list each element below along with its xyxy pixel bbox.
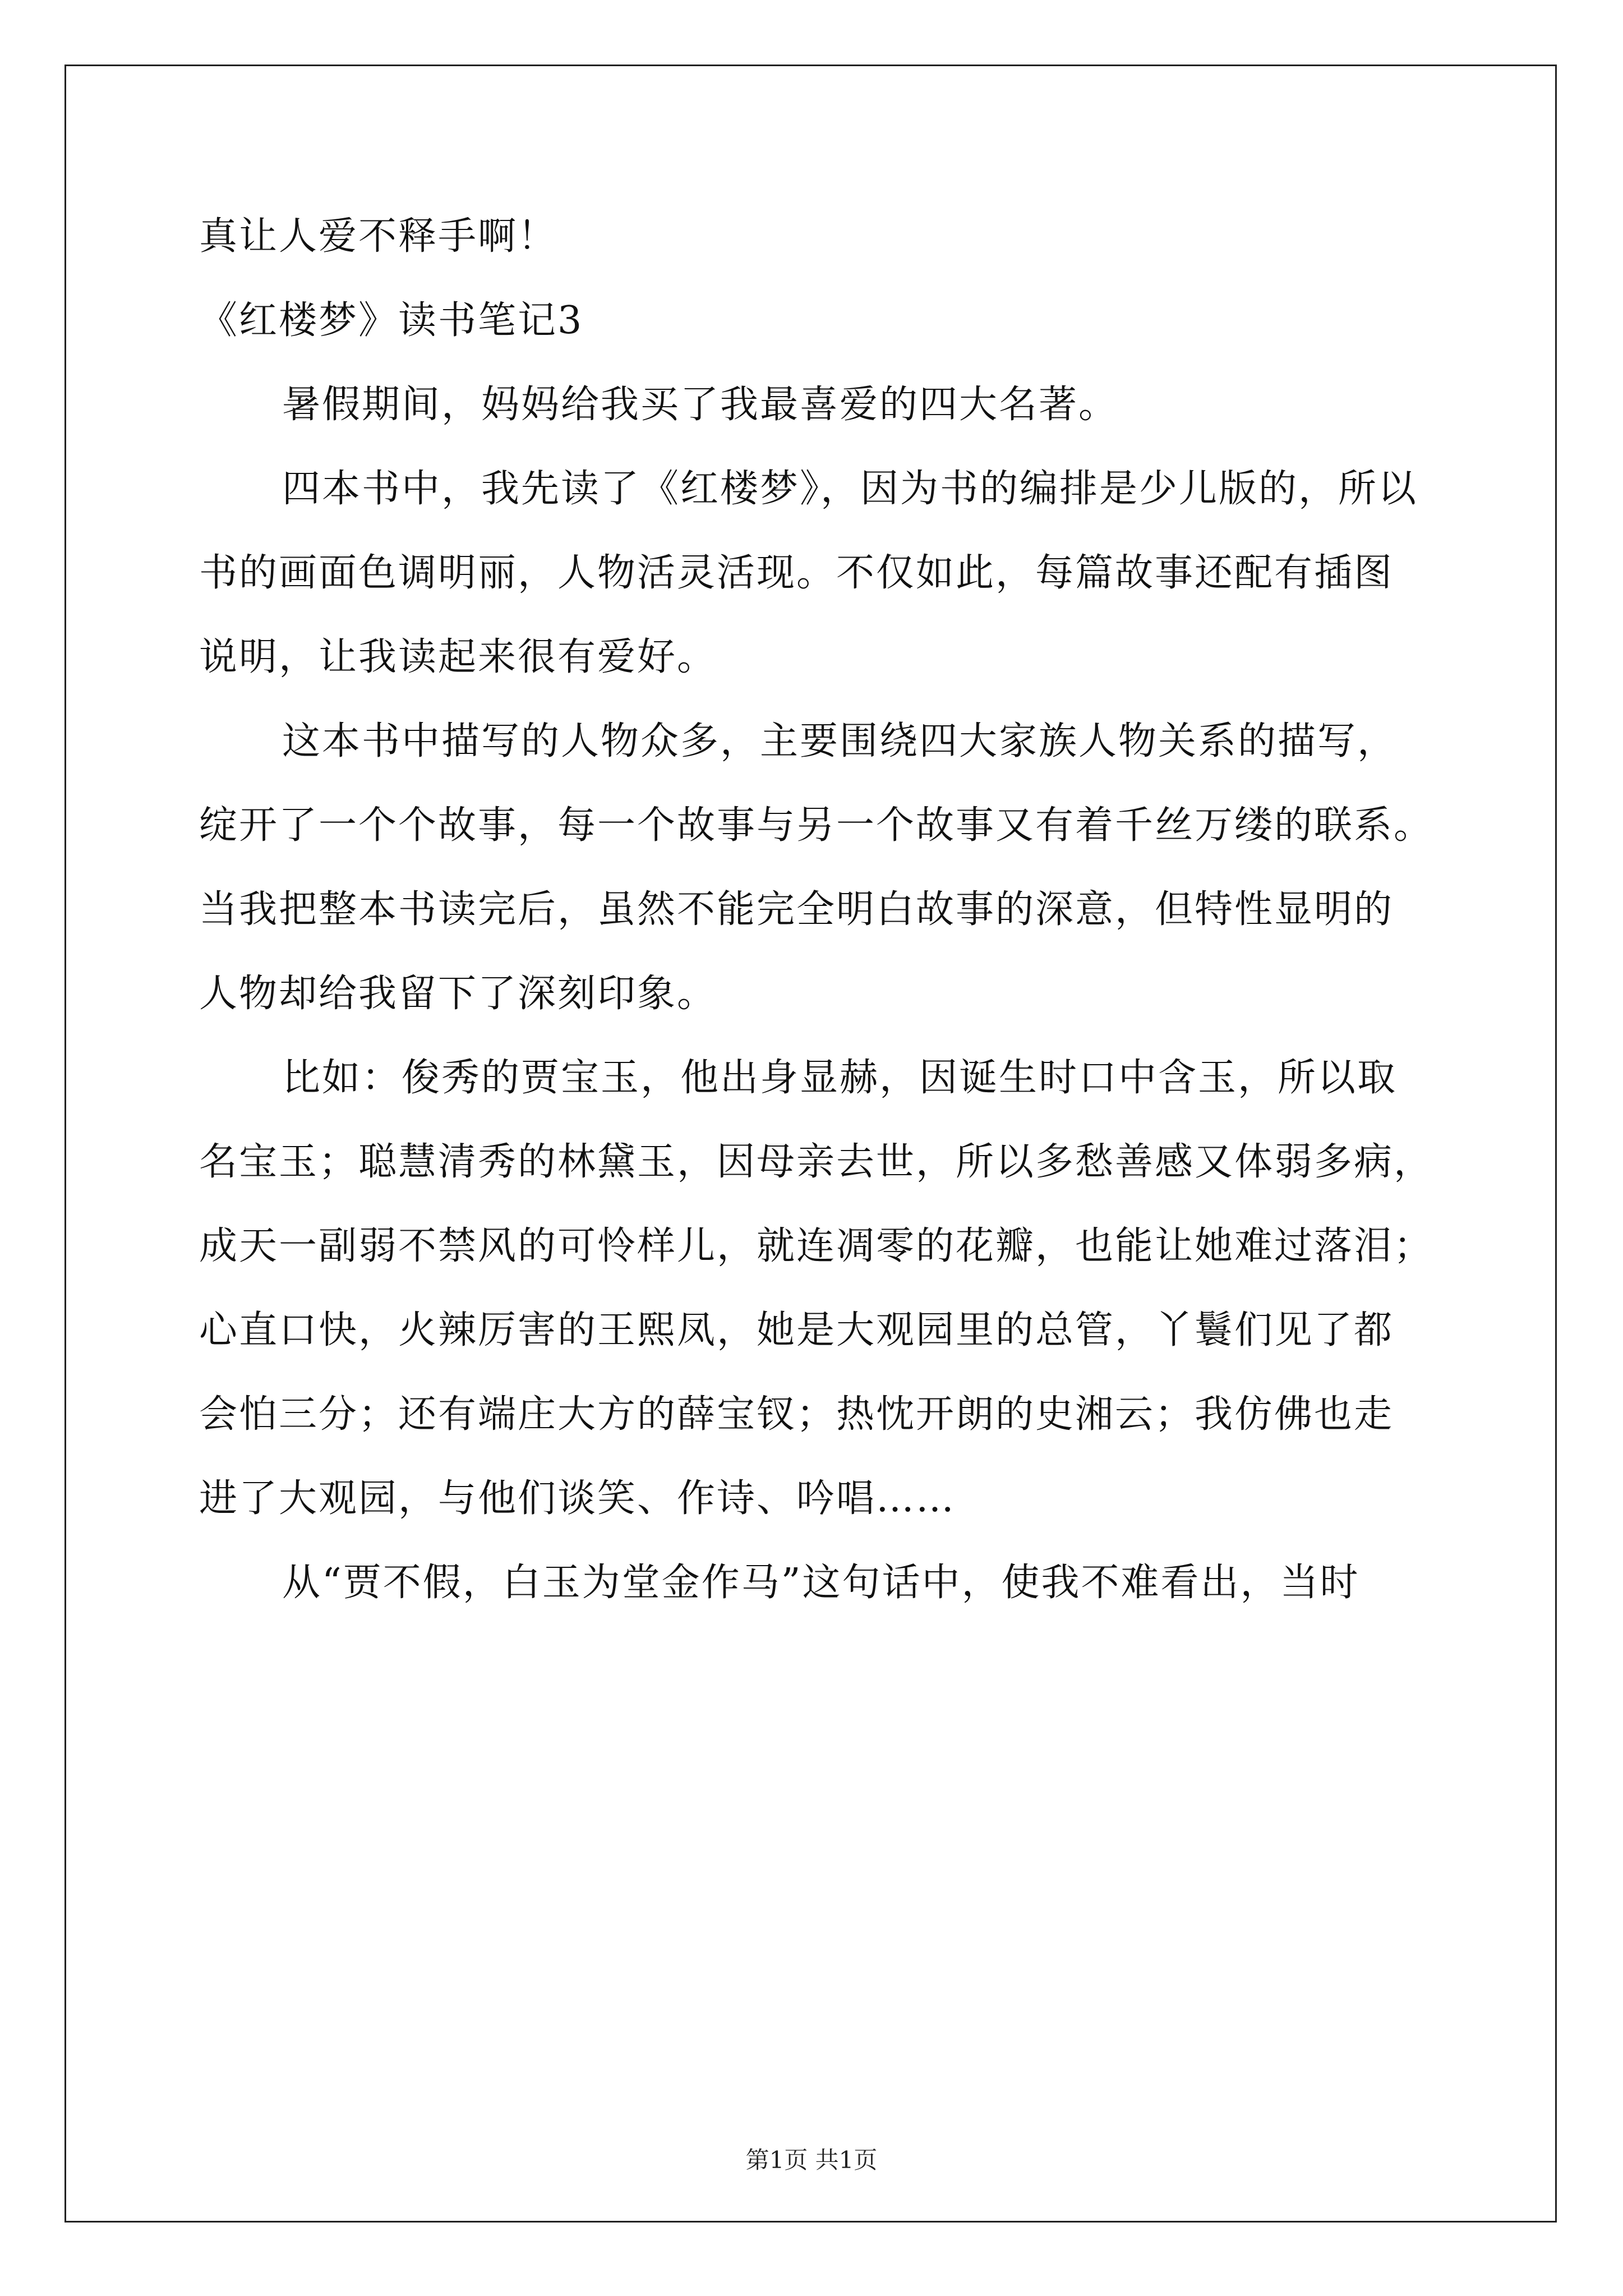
paragraph-line: 这本书中描写的人物众多，主要围绕四大家族人物关系的描写， <box>282 719 1398 763</box>
section-heading: 《红楼梦》读书笔记3 <box>199 298 584 343</box>
paragraph-line: 书的画面色调明丽，人物活灵活现。不仅如此，每篇故事还配有插图 <box>199 551 1394 595</box>
text-line: 真让人爱不释手啊！ <box>199 214 558 259</box>
paragraph-line: 从“贾不假，白玉为堂金作马”这句话中，使我不难看出，当时 <box>282 1561 1360 1605</box>
paragraph-line: 成天一副弱不禁风的可怜样儿，就连凋零的花瓣，也能让她难过落泪； <box>199 1224 1434 1268</box>
paragraph-line: 绽开了一个个故事，每一个故事与另一个故事又有着千丝万缕的联系。 <box>199 803 1434 848</box>
paragraph-line: 人物却给我留下了深刻印象。 <box>199 972 717 1016</box>
paragraph-line: 四本书中，我先读了《红楼梦》，因为书的编排是少儿版的，所以 <box>282 467 1418 511</box>
paragraph-line: 比如：俊秀的贾宝玉，他出身显赫，因诞生时口中含玉，所以取 <box>282 1056 1398 1100</box>
paragraph-line: 心直口快，火辣厉害的王熙凤，她是大观园里的总管，丫鬟们见了都 <box>199 1308 1394 1352</box>
paragraph-line: 进了大观园，与他们谈笑、作诗、吟唱…… <box>199 1476 956 1521</box>
paragraph-line: 当我把整本书读完后，虽然不能完全明白故事的深意，但特性显明的 <box>199 887 1394 932</box>
paragraph-line: 暑假期间，妈妈给我买了我最喜爱的四大名著。 <box>282 383 1119 427</box>
paragraph-line: 名宝玉；聪慧清秀的林黛玉，因母亲去世，所以多愁善感又体弱多病， <box>199 1140 1434 1184</box>
paragraph-line: 会怕三分；还有端庄大方的薛宝钗；热忱开朗的史湘云；我仿佛也走 <box>199 1392 1394 1437</box>
page-footer: 第1页 共1页 <box>745 2146 878 2174</box>
paragraph-line: 说明，让我读起来很有爱好。 <box>199 635 717 679</box>
